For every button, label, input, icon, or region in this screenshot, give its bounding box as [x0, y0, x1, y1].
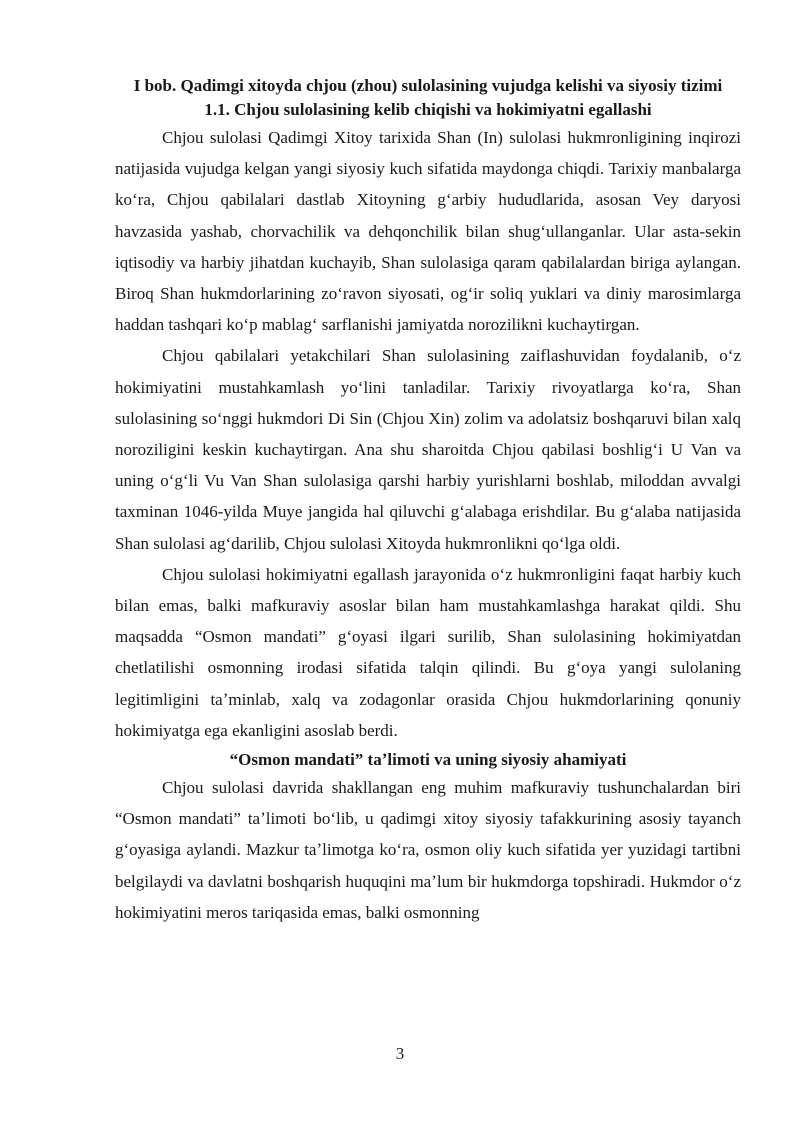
document-page: [115, 74, 741, 928]
chapter-title: I bob. Qadimgi xitoyda chjou (zhou) sulolasining vujudga kelishi va siyosiy tizimi: [133, 76, 723, 95]
section-title: 1.1. Chjou sulolasining kelib chiqishi va hokimiyatni egallashi: [204, 100, 652, 119]
paragraph-1: Chjou sulolasi Qadimgi Xitoy tarixida Shan (In) sulolasi hukmronligining inqirozi natijasida vujudga kelgan yangi siyosiy kuch sifatida maydonga chiqdi. Tarixiy manbalarga koʻra, Chjou qabilalari dastlab Xitoyning gʻarbiy hududlarida, asosan Vey daryosi havzasida yashab, chorvachilik va dehqonchilik bilan shugʻullanganlar. Ular asta-sekin iqtisodiy va harbiy jihatdan kuchayib, Shan sulolasiga qaram qabilalardan biriga aylangan. Biroq Shan hukmdorlarining zoʻravon siyosati, ogʻir soliq yuklari va diniy marosimlarga haddan tashqari koʻp mablagʻ sarflanishi jamiyatda norozilikni kuchaytirgan.: [115, 128, 741, 335]
paragraph-4: Chjou sulolasi davrida shakllangan eng muhim mafkuraviy tushunchalardan biri “Osmon mandati” taʼlimoti boʻlib, u qadimgi xitoy siyosiy tafakkurining asosiy tayanch gʻoyasiga aylandi. Mazkur taʼlimotga koʻra, osmon oliy kuch sifatida yer yuzidagi tartibni belgilaydi va davlatni boshqarish huquqini maʼlum bir hukmdorga topshiradi. Hukmdor oʻz hokimiyatini meros tariqasida emas, balki osmonning: [115, 778, 741, 922]
section-heading-osmon-mandati: “Osmon mandati” taʼlimoti va uning siyosiy ahamiyati: [229, 750, 627, 770]
paragraph-3: Chjou sulolasi hokimiyatni egallash jarayonida oʻz hukmronligini faqat harbiy kuch bilan emas, balki mafkuraviy asoslar bilan ham mustahkamlashga harakat qildi. Shu maqsadda “Osmon mandati” gʻoyasi ilgari surilib, Shan sulolasining hokimiyatdan chetlatilishi osmonning irodasi sifatida talqin qilindi. Bu gʻoya yangi sulolaning legitimligini taʼminlab, xalq va zodagonlar orasida Chjou hukmdorlarining qonuniy hokimiyatga ega ekanligini asoslab berdi.: [115, 564, 741, 740]
page-number: 3: [395, 1044, 405, 1063]
paragraph-2: Chjou qabilalari yetakchilari Shan sulolasining zaiflashuvidan foydalanib, oʻz hokimiyatini mustahkamlash yoʻlini tanladilar. Tarixiy rivoyatlarga koʻra, Shan sulolasining soʻnggi hukmdori Di Sin (Chjou Xin) zolim va adolatsiz boshqaruvi bilan xalq noroziligini keskin kuchaytirgan. Ana shu sharoitda Chjou qabilasi boshligʻi U Van va uning oʻgʻli Vu Van Shan sulolasiga qarshi harbiy yurishlarni boshlab, miloddan avvalgi taxminan 1046-yilda Muye jangida hal qiluvchi gʻalabaga erishdilar. Bu gʻalaba natijasida Shan sulolasi agʻdarilib, Chjou sulolasi Xitoyda hukmronlikni qoʻlga oldi.: [115, 346, 741, 553]
